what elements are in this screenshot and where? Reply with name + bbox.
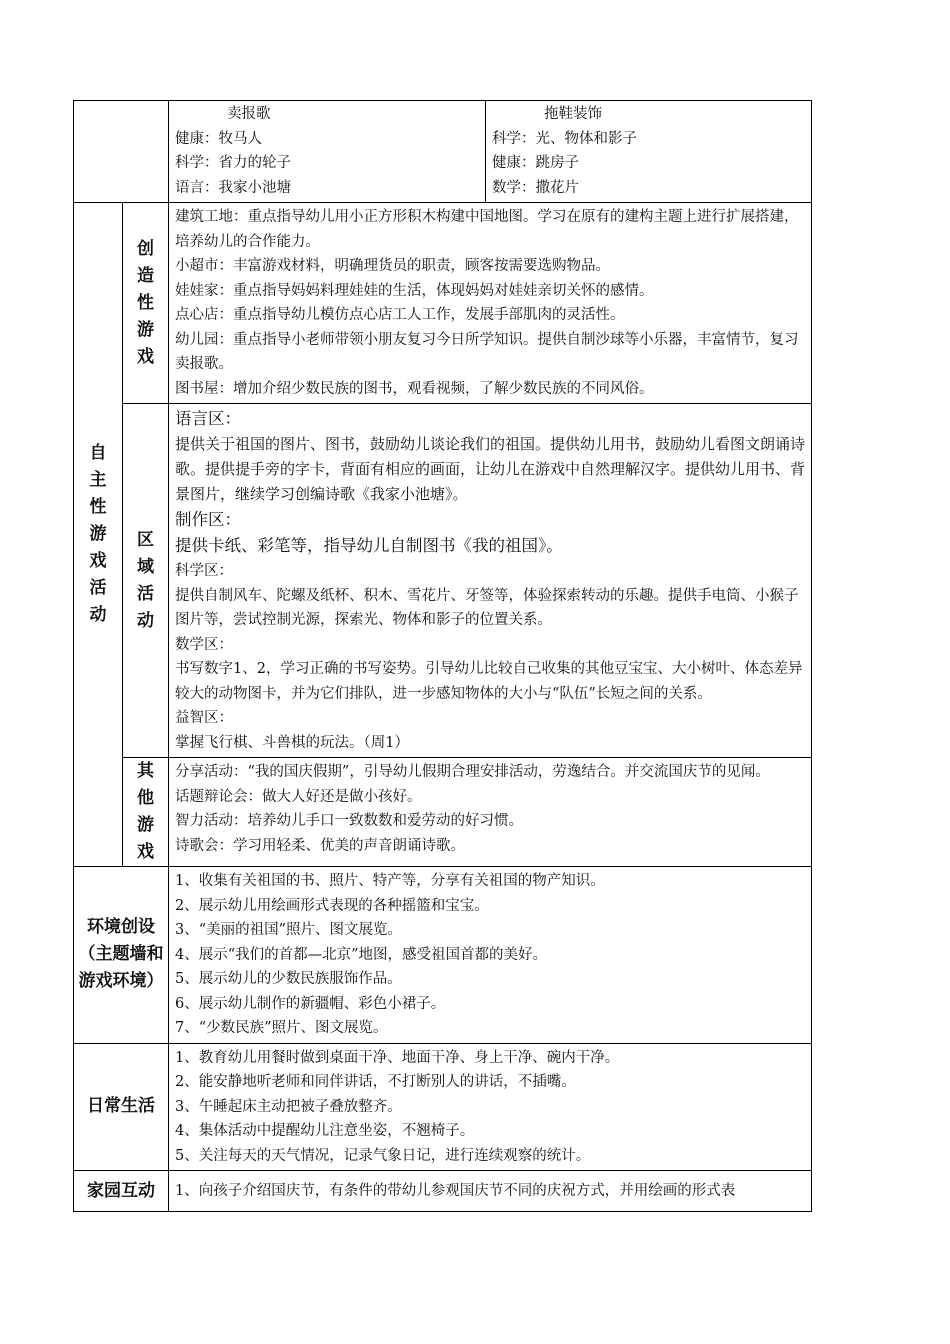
- math-area-text: 书写数字1、2，学习正确的书写姿势。引导幼儿比较自己收集的其他豆宝宝、大小树叶、体态差异较大的动物图卡，并为它们排队，进一步感知物体的大小与“队伍”长短之间的关系。: [175, 661, 803, 702]
- creative-games-content: [169, 203, 812, 404]
- subject-line: 科学：省力的轮子: [175, 155, 291, 171]
- subject-row-label-cell: [74, 101, 169, 203]
- list-item: 5、关注每天的天气情况，记录气象日记，进行连续观察的统计。: [175, 1147, 591, 1164]
- science-area-text: 提供自制风车、陀螺及纸杯、积木、雪花片、牙签等，体验探索转动的乐趣。提供手电筒、小猴子图片等，尝试控制光源，探索光、物体和影子的位置关系。: [175, 587, 799, 628]
- area-activities-content: [169, 404, 812, 758]
- puzzle-area-title: 益智区：: [175, 710, 233, 726]
- subject-row: [74, 101, 812, 203]
- subject-line: 科学：光、物体和影子: [492, 130, 637, 147]
- autonomous-activities-label: 自 主 性 游 戏 活 动: [74, 203, 123, 867]
- list-item: 幼儿园：重点指导小老师带领小朋友复习今日所学知识。提供自制沙球等小乐器，丰富情节，复习卖报歌。: [175, 331, 799, 372]
- subject-cell-right: [486, 101, 812, 203]
- subject-line: 语言：我家小池塘: [175, 179, 291, 196]
- list-item: 智力活动：培养幼儿手口一致数数和爱劳动的好习惯。: [175, 813, 523, 829]
- list-item: 3、午睡起床主动把被子叠放整齐。: [175, 1098, 402, 1115]
- list-item: 建筑工地：重点指导幼儿用小正方形积木构建中国地图。学习在原有的建构主题上进行扩展搭建，培养幼儿的合作能力。: [175, 209, 799, 250]
- making-area-text: 提供卡纸、彩笔等，指导幼儿自制图书《我的祖国》。: [175, 536, 563, 555]
- list-item: 分享活动：“我的国庆假期”，引导幼儿假期合理安排活动，劳逸结合。并交流国庆节的见闻。: [175, 764, 770, 780]
- area-activities-row: [74, 404, 812, 758]
- weekly-plan-table: [73, 100, 812, 1212]
- list-item: 3、“美丽的祖国”照片、图文展览。: [175, 922, 403, 938]
- subject-line: 数学：撒花片: [492, 179, 579, 196]
- song-title: 卖报歌: [227, 106, 271, 122]
- subject-cell-left: [169, 101, 486, 203]
- creative-games-row: [74, 203, 812, 404]
- environment-content: [169, 867, 812, 1044]
- list-item: 4、集体活动中提醒幼儿注意坐姿，不翘椅子。: [175, 1123, 475, 1139]
- home-interaction-content: [169, 1171, 812, 1212]
- list-item: 2、展示幼儿用绘画形式表现的各种摇篮和宝宝。: [175, 897, 489, 914]
- making-area-title: 制作区：: [175, 510, 241, 529]
- list-item: 1、教育幼儿用餐时做到桌面干净、地面干净、身上干净、碗内干净。: [175, 1049, 620, 1066]
- list-item: 娃娃家：重点指导妈妈料理娃娃的生活，体现妈妈对娃娃亲切关怀的感情。: [175, 282, 654, 299]
- list-item: 6、展示幼儿制作的新疆帽、彩色小裙子。: [175, 995, 446, 1012]
- list-item: 话题辩论会：做大人好还是做小孩好。: [175, 788, 422, 805]
- list-item: 图书屋：增加介绍少数民族的图书，观看视频，了解少数民族的不同风俗。: [175, 380, 654, 397]
- list-item: 1、收集有关祖国的书、照片、特产等，分享有关祖国的物产知识。: [175, 873, 605, 889]
- list-item: 点心店：重点指导幼儿模仿点心店工人工作，发展手部肌肉的灵活性。: [175, 307, 625, 323]
- science-area-title: 科学区：: [175, 563, 233, 579]
- list-item: 诗歌会：学习用轻柔、优美的声音朗诵诗歌。: [175, 837, 465, 854]
- list-item: 1、向孩子介绍国庆节，有条件的带幼儿参观国庆节不同的庆祝方式，并用绘画的形式表: [175, 1182, 736, 1199]
- other-games-content: [169, 758, 812, 867]
- daily-life-label: 日常生活: [74, 1043, 169, 1171]
- craft-title: 拖鞋装饰: [544, 106, 602, 122]
- list-item: 7、“少数民族”照片、图文展览。: [175, 1020, 388, 1036]
- language-area-text: 提供关于祖国的图片、图书，鼓励幼儿谈论我们的祖国。提供幼儿用书，鼓励幼儿看图文朗诵诗歌。提供提手旁的字卡，背面有相应的画面，让幼儿在游戏中自然理解汉字。提供幼儿用书、背景图片，继续学习创编诗歌《我家小池塘》。: [175, 435, 806, 503]
- puzzle-area-text: 掌握飞行棋、斗兽棋的玩法。（周1）: [175, 734, 409, 751]
- subject-line: 健康：牧马人: [175, 130, 262, 147]
- subject-line: 健康：跳房子: [492, 155, 579, 171]
- language-area-title: 语言区：: [175, 409, 241, 428]
- list-item: 小超市：丰富游戏材料，明确理货员的职责，顾客按需要选购物品。: [175, 258, 610, 274]
- other-games-label: 其 他 游 戏: [123, 758, 169, 867]
- daily-life-row: [74, 1043, 812, 1171]
- environment-label: 环境创设（主题墙和游戏环境）: [74, 867, 169, 1044]
- area-activities-label: 区 域 活 动: [123, 404, 169, 758]
- list-item: 2、能安静地听老师和同伴讲话，不打断别人的讲话，不插嘴。: [175, 1074, 576, 1090]
- home-interaction-row: [74, 1171, 812, 1212]
- list-item: 4、展示“我们的首都—北京”地图，感受祖国首都的美好。: [175, 946, 548, 963]
- daily-life-content: [169, 1043, 812, 1171]
- environment-row: [74, 867, 812, 1044]
- list-item: 5、展示幼儿的少数民族服饰作品。: [175, 971, 402, 987]
- other-games-row: [74, 758, 812, 867]
- home-interaction-label: 家园互动: [74, 1171, 169, 1212]
- math-area-title: 数学区：: [175, 636, 233, 653]
- creative-games-label: 创 造 性 游 戏: [123, 203, 169, 404]
